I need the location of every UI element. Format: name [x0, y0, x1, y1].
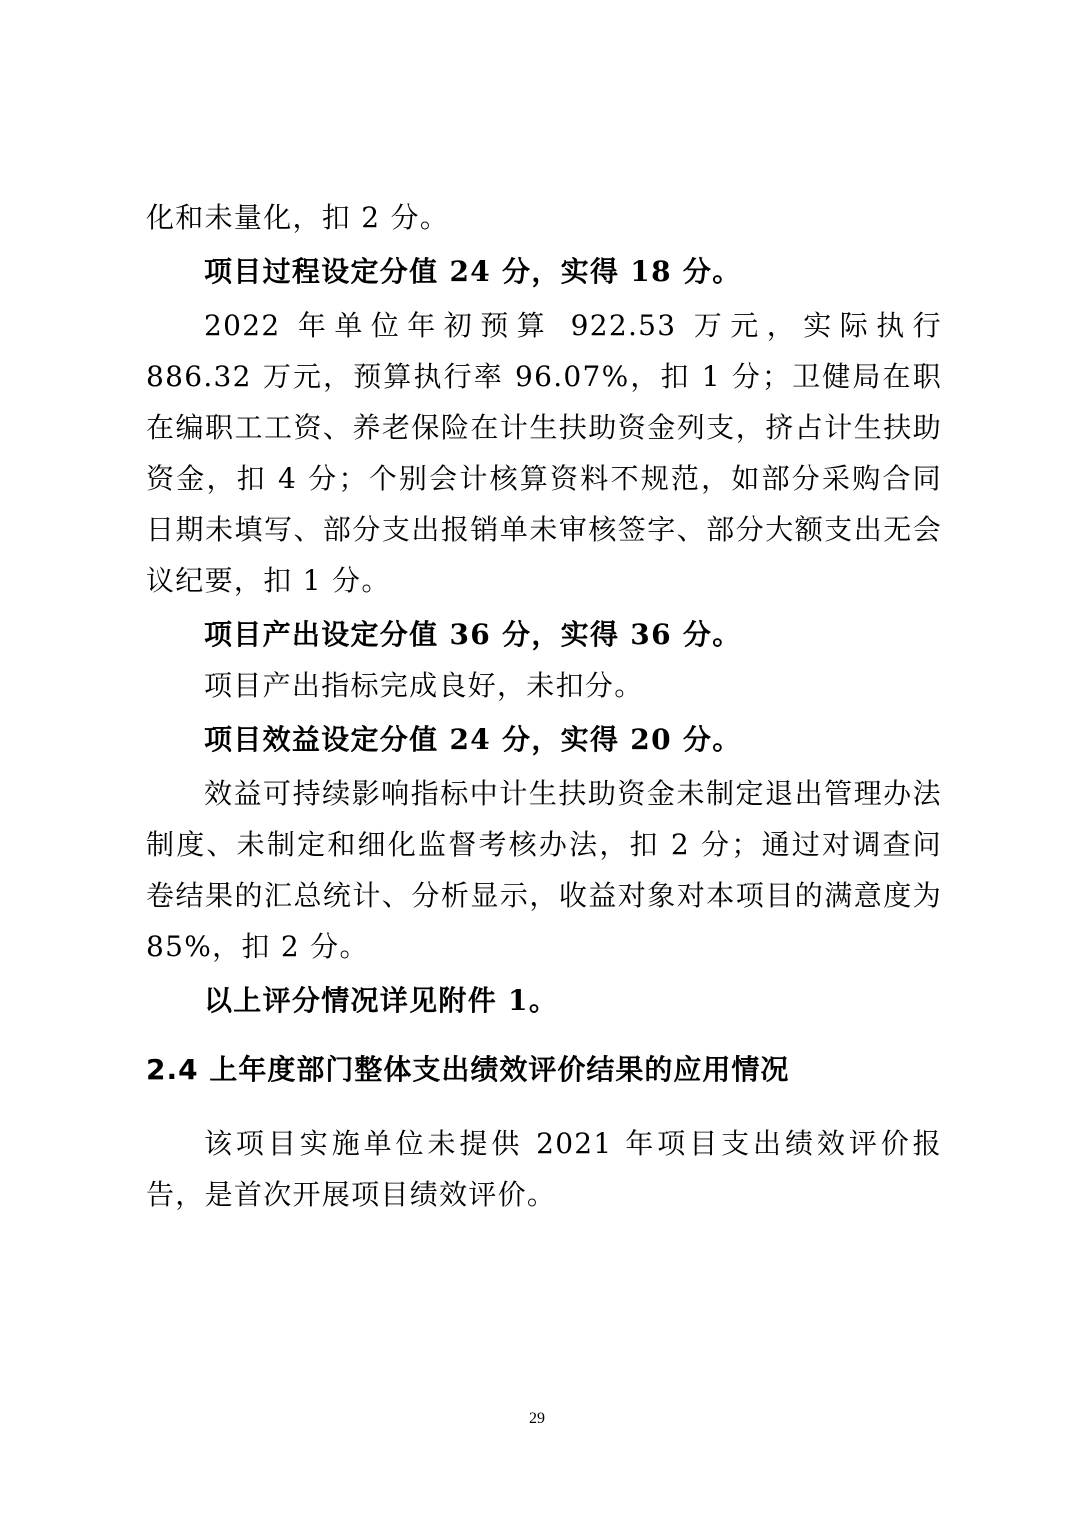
output-score-details: 项目产出指标完成良好，未扣分。 [204, 669, 644, 702]
benefit-score-details: 效益可持续影响指标中计生扶助资金未制定退出管理办法制度、未制定和细化监督考核办法，扣 2 分；通过对调查问卷结果的汇总统计、分析显示，收益对象对本项目的满意度为 85%，扣 2 分。 [146, 777, 942, 963]
section-heading: 2.4 上年度部门整体支出绩效评价结果的应用情况 [146, 1053, 790, 1086]
process-score-details: 2022 年单位年初预算 922.53 万元，实际执行 886.32 万元，预算执行率 96.07%，扣 1 分；卫健局在职在编职工工资、养老保险在计生扶助资金列支，挤占计生扶助资金，扣 4 分；个别会计核算资料不规范，如部分采购合同日期未填写、部分支出报销单未审核签字、部分大额支出无会议纪要，扣 1 分。 [146, 309, 942, 597]
appendix-reference: 以上评分情况详见附件 1。 [204, 984, 559, 1017]
output-score-summary: 项目产出设定分值 36 分，实得 36 分。 [204, 618, 742, 651]
benefit-score-summary: 项目效益设定分值 24 分，实得 20 分。 [204, 723, 742, 756]
page-number: 29 [529, 1410, 545, 1427]
paragraph-continuation: 化和未量化，扣 2 分。 [146, 201, 450, 234]
section-paragraph: 该项目实施单位未提供 2021 年项目支出绩效评价报告，是首次开展项目绩效评价。 [146, 1127, 942, 1211]
page-content [146, 192, 942, 1220]
process-score-summary: 项目过程设定分值 24 分，实得 18 分。 [204, 255, 742, 288]
